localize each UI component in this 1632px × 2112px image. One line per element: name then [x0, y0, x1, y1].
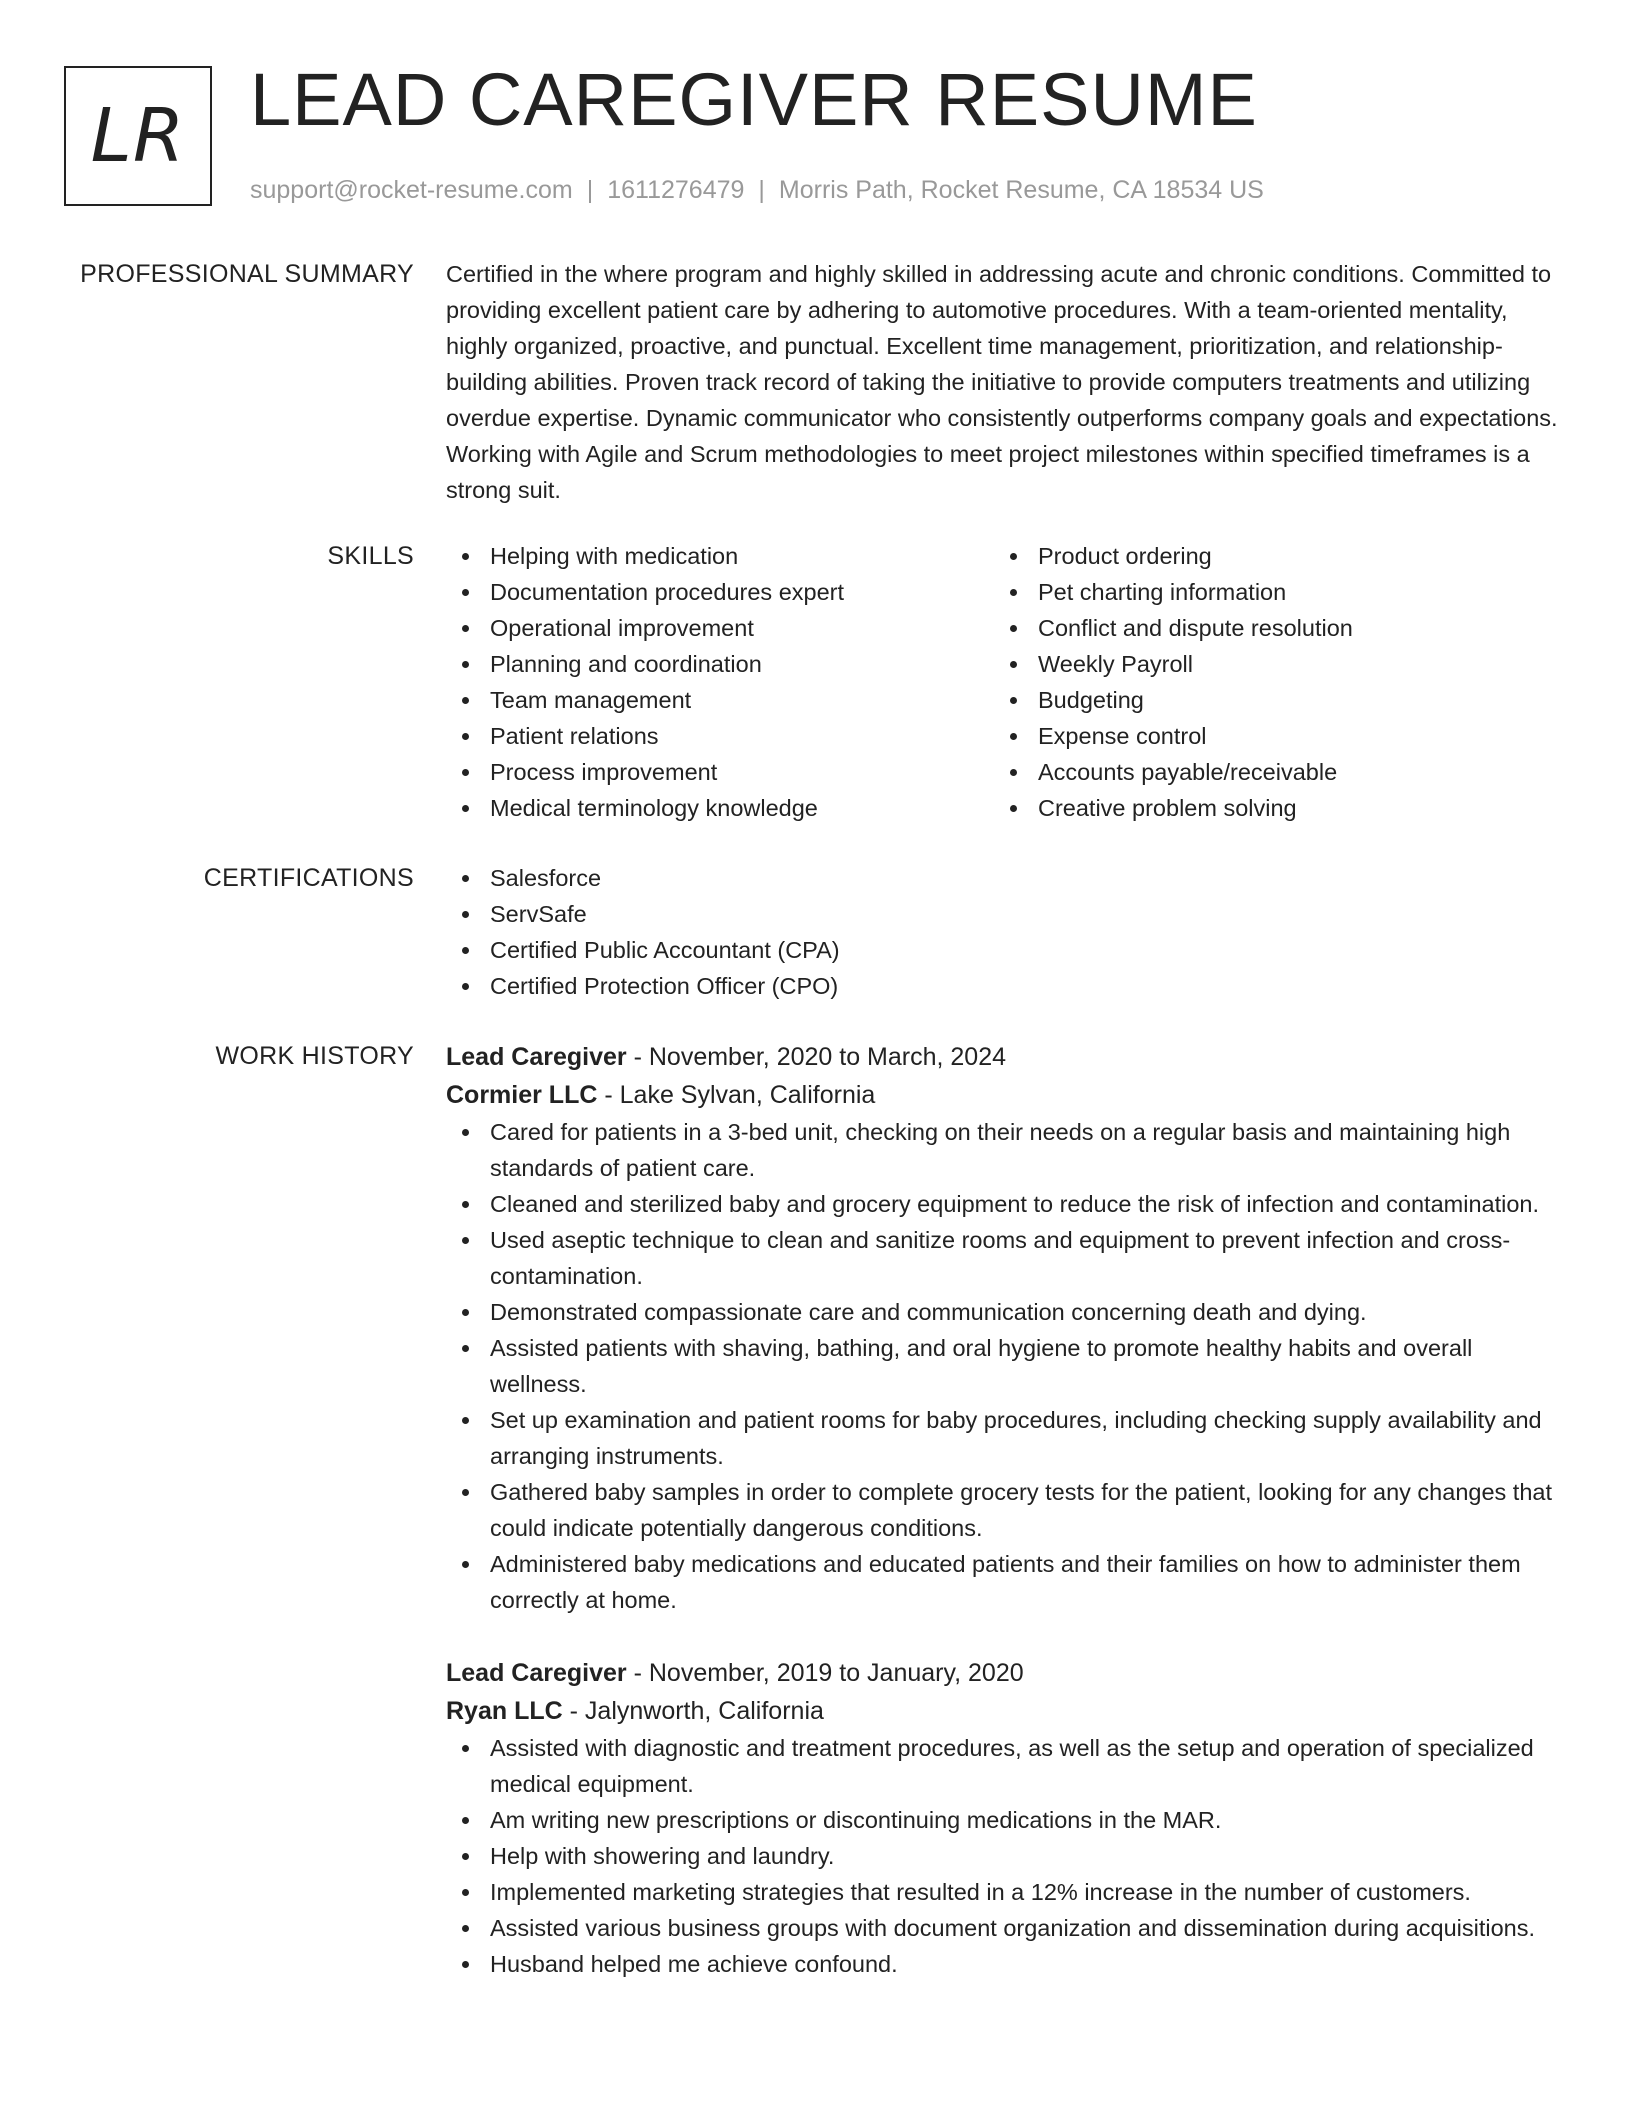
certifications-body — [446, 860, 1566, 1004]
summary-body — [446, 256, 1566, 508]
job-bullet: Assisted with diagnostic and treatment procedures, as well as the setup and operation of specialized medical equipment. — [446, 1730, 1566, 1802]
skills-list-right — [994, 538, 1554, 826]
job-bullet: Cleaned and sterilized baby and grocery equipment to reduce the risk of infection and contamination. — [446, 1186, 1566, 1222]
certification-item: Certified Protection Officer (CPO) — [446, 968, 1566, 1004]
skill-item: Expense control — [994, 718, 1554, 754]
job-title: Lead Caregiver — [446, 1043, 627, 1071]
job-company: Ryan LLC — [446, 1697, 563, 1725]
job-bullet: Gathered baby samples in order to complete grocery tests for the patient, looking for any changes that could indicate potentially dangerous conditions. — [446, 1474, 1566, 1546]
contact-address: Morris Path, Rocket Resume, CA 18534 US — [778, 176, 1264, 204]
skill-item: Weekly Payroll — [994, 646, 1554, 682]
skill-item: Operational improvement — [446, 610, 994, 646]
job-bullets — [446, 1730, 1566, 1982]
skill-item: Helping with medication — [446, 538, 994, 574]
section-label-skills: SKILLS — [327, 542, 414, 570]
contact-phone: 1611276479 — [607, 176, 745, 204]
job-bullets — [446, 1114, 1566, 1618]
summary-text: Certified in the where program and highly skilled in addressing acute and chronic conditions. Committed to providing excellent patient care by adhering to automotive procedures. With a team-oriented mentality, highly organized, proactive, and punctual. Excellent time management, prioritization, and relationship-building abilities. Proven track record of taking the initiative to provide computers treatments and utilizing overdue expertise. Dynamic communicator who consistently outperforms company goals and expectations. Working with Agile and Scrum methodologies to meet project milestones within specified timeframes is a strong suit. — [446, 261, 1558, 503]
job-title-line — [446, 1654, 1566, 1692]
job-bullet: Husband helped me achieve confound. — [446, 1946, 1566, 1982]
contact-line — [250, 174, 1264, 206]
skill-item: Product ordering — [994, 538, 1554, 574]
job-company-line — [446, 1076, 1566, 1114]
skill-item: Planning and coordination — [446, 646, 994, 682]
certifications-list — [446, 860, 1566, 1004]
job-bullet: Assisted patients with shaving, bathing, and oral hygiene to promote healthy habits and overall wellness. — [446, 1330, 1566, 1402]
skill-item: Patient relations — [446, 718, 994, 754]
job-bullet: Assisted various business groups with document organization and dissemination during acquisitions. — [446, 1910, 1566, 1946]
skill-item: Medical terminology knowledge — [446, 790, 994, 826]
skill-item: Conflict and dispute resolution — [994, 610, 1554, 646]
job-entry — [446, 1038, 1566, 1618]
job-dates: - November, 2019 to January, 2020 — [633, 1659, 1024, 1687]
contact-email: support@rocket-resume.com — [250, 176, 573, 204]
contact-separator: | — [758, 176, 765, 204]
skill-item: Budgeting — [994, 682, 1554, 718]
job-bullet: Am writing new prescriptions or discontinuing medications in the MAR. — [446, 1802, 1566, 1838]
job-dates: - November, 2020 to March, 2024 — [633, 1043, 1007, 1071]
skill-item: Creative problem solving — [994, 790, 1554, 826]
certification-item: Certified Public Accountant (CPA) — [446, 932, 1566, 968]
section-label-summary: PROFESSIONAL SUMMARY — [80, 260, 414, 288]
job-title-line — [446, 1038, 1566, 1076]
job-company: Cormier LLC — [446, 1081, 598, 1109]
job-bullet: Set up examination and patient rooms for baby procedures, including checking supply availability and arranging instruments. — [446, 1402, 1566, 1474]
skill-item: Accounts payable/receivable — [994, 754, 1554, 790]
skills-body — [446, 538, 1566, 826]
job-bullet: Implemented marketing strategies that resulted in a 12% increase in the number of customers. — [446, 1874, 1566, 1910]
job-bullet: Demonstrated compassionate care and communication concerning death and dying. — [446, 1294, 1566, 1330]
work-history-body — [446, 1038, 1566, 2018]
skill-item: Pet charting information — [994, 574, 1554, 610]
certification-item: ServSafe — [446, 896, 1566, 932]
monogram-logo: LR — [64, 66, 212, 206]
job-bullet: Administered baby medications and educated patients and their families on how to administer them correctly at home. — [446, 1546, 1566, 1618]
job-location: - Jalynworth, California — [569, 1697, 824, 1725]
skill-item: Team management — [446, 682, 994, 718]
job-company-line — [446, 1692, 1566, 1730]
job-bullet: Help with showering and laundry. — [446, 1838, 1566, 1874]
job-bullet: Cared for patients in a 3-bed unit, checking on their needs on a regular basis and maintaining high standards of patient care. — [446, 1114, 1566, 1186]
job-entry — [446, 1654, 1566, 1982]
section-label-work-history: WORK HISTORY — [215, 1042, 414, 1070]
job-bullet: Used aseptic technique to clean and sanitize rooms and equipment to prevent infection and cross-contamination. — [446, 1222, 1566, 1294]
contact-separator: | — [586, 176, 594, 204]
certification-item: Salesforce — [446, 860, 1566, 896]
skills-list-left — [446, 538, 994, 826]
skill-item: Documentation procedures expert — [446, 574, 994, 610]
skill-item: Process improvement — [446, 754, 994, 790]
job-location: - Lake Sylvan, California — [604, 1081, 876, 1109]
job-title: Lead Caregiver — [446, 1659, 627, 1687]
section-label-certifications: CERTIFICATIONS — [203, 864, 414, 892]
resume-title: LEAD CAREGIVER RESUME — [250, 58, 1258, 141]
